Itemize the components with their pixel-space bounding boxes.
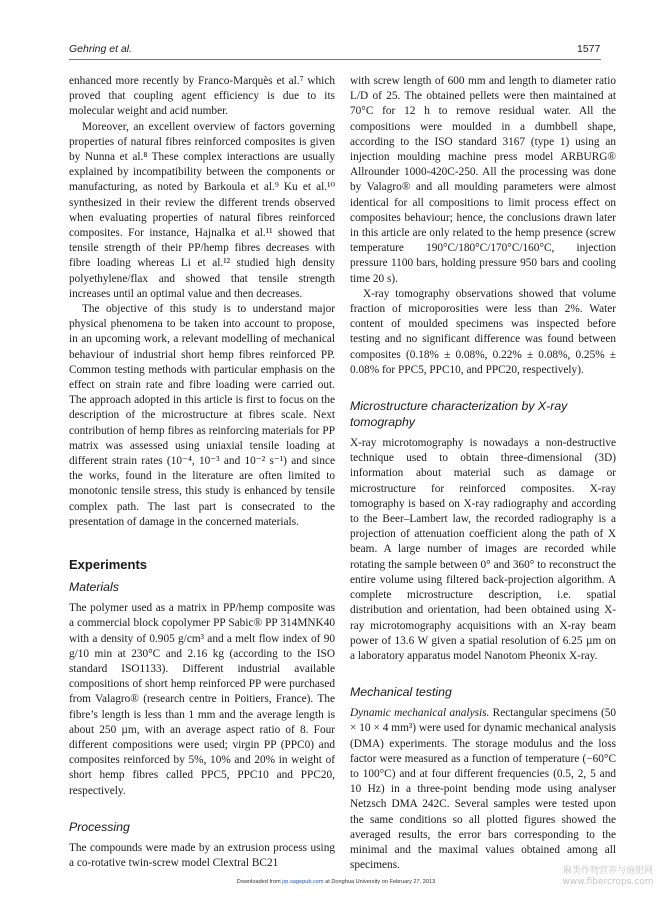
paragraph-factors-overview: Moreover, an excellent overview of factors governing properties of natural fibres reinforced composites is given by Nunna et al.⁸ These complex interactions are usually explained by incompatibility between the components or manufacturing, as noted by Barkoula et al.⁹ Ku et al.¹⁰ synthesized in their review the different trends observed when evaluating properties of natural fibres reinforced composites. For instance, Hajnalka et al.¹¹ showed that tensile strength of their PP/hemp fibres decreases with fibre loading whereas Li et al.¹² studied high density polyethylene/flax and showed that tensile strength increases until an optimal value and then decreases. — [69, 120, 335, 300]
running-header-author: Gehring et al. — [69, 43, 133, 55]
right-column — [350, 74, 616, 873]
paragraph-dma — [350, 706, 616, 873]
paragraph-processing: The compounds were made by an extrusion process using a co-rotative twin-screw model Clextral BC21 — [69, 841, 335, 869]
footer-prefix: Downloaded from — [236, 879, 281, 885]
subsection-heading-microstructure: Microstructure characterization by X-ray tomography — [350, 399, 568, 430]
paragraph-intro-continued: enhanced more recently by Franco-Marquès et al.⁷ which proved that coupling agent efficiency is due to its molecular weight and acid number. — [69, 75, 335, 118]
header-rule — [69, 59, 601, 60]
subsection-heading-materials: Materials — [69, 580, 119, 595]
watermark-line-2: www.fibercrops.com — [562, 877, 654, 887]
page-number: 1577 — [577, 43, 601, 55]
paragraph-objective: The objective of this study is to understand major physical phenomena to be taken into account to propose, in an upcoming work, a relevant modelling of mechanical behaviour of industrial short hemp fibres reinforced PP. Common testing methods with particular emphasis on the effect on strain rate and fibre loading were carried out. The approach adopted in this article is first to focus on the description of the microstructure at fibres scale. Next contribution of hemp fibres as reinforcing materials for PP matrix was assessed using uniaxial tensile loading at different strain rates (10⁻⁴, 10⁻³ and 10⁻² s⁻¹) and since the works, found in the literature are often limited to monotonic tensile stress, this study is enhanced by tensile complex path. The last part is consecrated to the presentation of damage in the concerned materials. — [69, 303, 335, 528]
subsection-heading-processing: Processing — [69, 819, 130, 834]
watermark — [548, 866, 668, 888]
paragraph-porosity: X-ray tomography observations showed that volume fraction of microporosities were less than 2%. Water content of moulded specimens was inspected before testing and no significant difference was found between composites (0.18% ± 0.08%, 0.22% ± 0.08%, 0.25% ± 0.08% for PPC5, PPC10, and PPC20, respectively). — [350, 287, 616, 376]
subsection-heading-mechanical-testing: Mechanical testing — [350, 685, 452, 700]
footer-link[interactable]: jrp.sagepub.com — [282, 879, 324, 885]
paragraph-materials: The polymer used as a matrix in PP/hemp composite was a commercial block copolymer PP Sabic® PP 314MNK40 with a density of 0.905 g/cm³ and a melt flow index of 90 g/10 min at 230°C and 2.16 kg (according to the ISO standard ISO1133). Different industrial available compositions of short hemp reinforced PP were purchased from Valagro® (research centre in Poitiers, France). The fibre’s length is less than 1 mm and the average length is about 250 µm, with an average aspect ratio of 8. Four different compositions were used; virgin PP (PPC0) and composites reinforced by 5%, 10% and 20% in weight of short hemp fibres called PPC5, PPC10 and PPC20, respectively. — [69, 602, 335, 797]
dma-runin-heading: Dynamic mechanical analysis. — [350, 707, 490, 720]
paragraph-microstructure: X-ray microtomography is nowadays a non-destructive technique used to obtain three-dimensional (3D) information about material such as damage or microstructure for reinforced composites. X-ray tomography is based on X-ray radiography and according to the Beer–Lambert law, the recorded radiography is a projection of attenuation coefficient along the path of X beam. A large number of images are recorded while rotating the sample between 0° and 360° to reconstruct the entire volume using filtered back-projection algorithm. A complete microstructure description, i.e. spatial distribution and orientation, had been obtained using X-ray microtomography acquisitions with an X-ray beam power of 13.6 W given a spatial resolution of 6.25 µm on a laboratory apparatus model Nanotom Pheonix X-ray. — [350, 437, 616, 662]
section-heading-experiments: Experiments — [69, 557, 148, 573]
paragraph-processing-continued: with screw length of 600 mm and length to diameter ratio L/D of 25. The obtained pellets were then maintained at 70°C for 12 h to remove residual water. All the compositions were moulded in a dumbbell shape, according to the ISO standard 3167 (type 1) using an injection moulding machine press model ARBURG® Allrounder 1000-420C-250. All the processing was done by Valagro® and all moulding parameters were almost identical for all compositions to limit process effect on composites behaviour; hence, the conclusions drawn later in this article are only related to the hemp presence (screw temperature 190°C/180°C/170°C/160°C, injection pressure 1100 bars, holding pressure 950 bars and cooling time 20 s). — [350, 75, 616, 285]
watermark-line-1: 麻类作物营养与施肥网 — [562, 866, 653, 876]
dma-text: Rectangular specimens (50 × 10 × 4 mm³) were used for dynamic mechanical analysis (DMA) experiments. The storage modulus and the loss factor were measured as a function of temperature (−60°C to 100°C) and at four different frequencies (0.5, 2, 5 and 10 Hz) in a three-point bending mode using analyser Netzsch DMA 242C. Several samples were tested upon the same conditions so all plotted figures showed the averaged results, the error bars corresponding to the minimal and the maximal values obtained among all specimens. — [350, 707, 617, 872]
footer-suffix: at Donghua University on February 27, 2013 — [325, 879, 436, 885]
left-column — [69, 74, 335, 871]
